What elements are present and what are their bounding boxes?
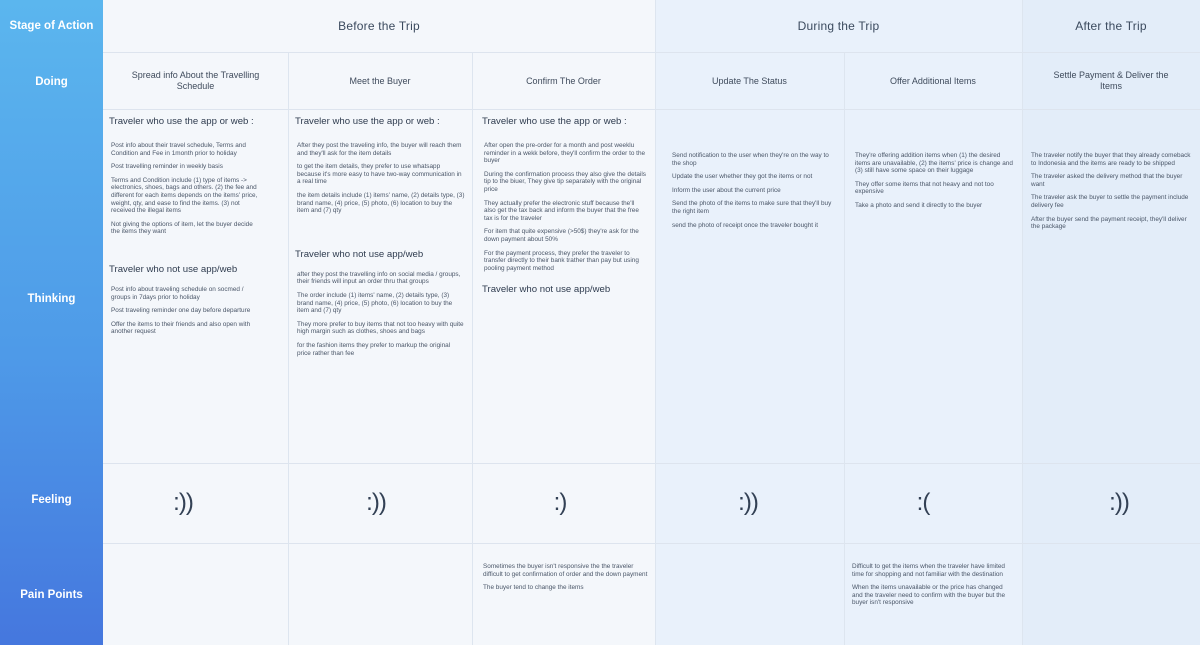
column-divider (472, 53, 473, 645)
thinking-note: After they post the traveling info, the buyer will reach them and they'll ask for the item details (297, 142, 462, 157)
thinking-cell-spread-info (109, 116, 259, 342)
thinking-note: They actually prefer the electronic stuff because the'll also get the tax back and inform the buyer that the free tax is for the traveler (484, 199, 639, 222)
doing-cell: Confirm The Order (526, 75, 601, 86)
thinking-cell-settle-payment (1031, 152, 1195, 237)
row-label-feeling: Feeling (31, 494, 72, 506)
thinking-cell-meet-buyer (295, 116, 465, 363)
feeling-emoticon: :)) (173, 489, 193, 516)
stage-title-during: During the Trip (797, 19, 880, 33)
pain-point-note: Sometimes the buyer isn't responsive the the traveler difficult to get confirmation of order and the down payment (483, 563, 648, 578)
pain-point-cell-offer-items (852, 563, 1007, 613)
thinking-note: Send notification to the user when they're on the way to the shop (672, 152, 829, 167)
feeling-emoticon: :)) (738, 489, 758, 516)
thinking-note: after they post the travelling info on social media / groups, their friends will input an order thru that groups (297, 270, 461, 286)
thinking-note: They more prefer to buy items that not too heavy with quite high margin such as clothes, shoes and bags (297, 320, 464, 336)
thinking-note: After open the pre-order for a month and post weeklu reminder in a wekk before, they'll confirm the order to the buyer (484, 142, 646, 165)
thinking-note: The traveler ask the buyer to settle the payment include delivery fee (1031, 194, 1189, 209)
thinking-note: The order include (1) items' name, (2) details type, (3) brand name, (4) price, (5) photo, (6) location to buy the item and (7) qty (297, 291, 453, 315)
thinking-note: Update the user whether they got the items or not (672, 173, 813, 181)
app-user-heading: Traveler who use the app or web : (482, 116, 627, 127)
thinking-note: Take a photo and send it directly to the buyer (855, 201, 983, 209)
thinking-note: to get the item details, they prefer to use whatsapp because it's more easy to have two-way communication in a real time (297, 163, 462, 186)
doing-cell: Spread info About the Travelling Schedule (131, 70, 260, 91)
non-app-user-heading: Traveler who not use app/web (295, 248, 424, 260)
thinking-note: Post info about their travel schedule, Terms and Condition and Fee in 1month prior to holiday (111, 142, 246, 157)
row-divider (103, 543, 1200, 544)
non-app-user-heading: Traveler who not use app/web (482, 284, 611, 296)
doing-cell: Offer Additional Items (890, 75, 976, 86)
thinking-note: During the confirmation process they also give the details tip to the biuer, They give tip separately with the original price (484, 170, 646, 193)
thinking-note: For item that quite expensive (>50$) they're ask for the down payment about 50% (484, 228, 639, 243)
pain-point-note: Difficult to get the items when the traveler have limited time for shopping and not familiar with the destination (852, 563, 1005, 578)
thinking-note: for the fashion items they prefer to markup the original price rather than fee (297, 341, 451, 357)
row-label-stage: Stage of Action (9, 20, 94, 32)
thinking-note: Offer the items to their friends and also open with another request (111, 320, 251, 336)
pain-point-note: The buyer tend to change the items (483, 584, 584, 592)
thinking-cell-confirm-order (482, 116, 647, 306)
thinking-cell-offer-items (855, 152, 1015, 216)
thinking-note: Send the photo of the items to make sure that they'll buy the right item (672, 200, 832, 215)
feeling-emoticon: :)) (366, 489, 386, 516)
row-label-thinking: Thinking (27, 293, 76, 305)
doing-cell: Meet the Buyer (349, 75, 411, 86)
thinking-note: Inform the user about the current price (672, 186, 781, 194)
thinking-note: They're offering addition items when (1) the desired items are unavailable, (2) the items' price is change and (3) still have some space on their luggage (855, 152, 1013, 175)
doing-cell: Update The Status (712, 75, 787, 86)
thinking-note: Post travelling reminder in weekly basis (111, 163, 223, 171)
thinking-note: The traveler notify the buyer that they already comeback to Indonesia and the items are ready to be shipped (1031, 152, 1191, 167)
pain-point-note: When the items unavailable or the price has changed and the traveler need to confirm with the buyer but the buyer isn't responsive (852, 584, 1006, 607)
thinking-cell-update-status (672, 152, 837, 235)
app-user-heading: Traveler who use the app or web : (295, 116, 440, 127)
row-label-pain-points: Pain Points (20, 589, 83, 601)
stage-title-after: After the Trip (1075, 19, 1147, 33)
feeling-emoticon: :( (916, 489, 930, 516)
thinking-note: send the photo of receipt once the traveler bought it (672, 221, 819, 229)
thinking-note: Post traveling reminder one day before departure (111, 307, 251, 315)
row-label-sidebar (0, 0, 103, 645)
doing-cell: Settle Payment & Deliver the Items (1053, 70, 1169, 91)
row-divider (103, 109, 1200, 110)
thinking-note: the item details include (1) items' name, (2) details type, (3) brand name, (4) price, (5) photo, (6) location to buy the item and (7) qty (297, 191, 465, 215)
column-divider (288, 53, 289, 645)
thinking-note: For the payment process, they prefer the traveler to transfer directly to their bank trather than pay but using pooling payment method (484, 249, 639, 272)
feeling-emoticon: :)) (1109, 489, 1129, 516)
thinking-note: They offer some items that not heavy and not too expensive (855, 180, 994, 196)
thinking-note: The traveler asked the delivery method that the buyer want (1031, 173, 1183, 188)
column-divider (844, 53, 845, 645)
non-app-user-heading: Traveler who not use app/web (109, 263, 238, 275)
thinking-note: Post info about traveling schedule on socmed / groups in 7days prior to holiday (111, 285, 244, 301)
stage-title-before: Before the Trip (338, 19, 420, 33)
thinking-note: Terms and Condition include (1) type of items -> electronics, shoes, bags and others. (2) the fee and different for each items depends on the items' price, weight, qty, and ease to find the items. (3) not received the illegal items (111, 176, 258, 215)
feeling-emoticon: :) (553, 489, 567, 516)
pain-point-cell-confirm-order (483, 563, 648, 598)
thinking-note: Not giving the options of item, let the buyer decide the items they want (111, 220, 253, 236)
row-label-doing: Doing (35, 76, 68, 88)
thinking-note: After the buyer send the payment receipt, they'll deliver the package (1031, 215, 1187, 231)
row-divider (103, 463, 1200, 464)
app-user-heading: Traveler who use the app or web : (109, 116, 254, 127)
